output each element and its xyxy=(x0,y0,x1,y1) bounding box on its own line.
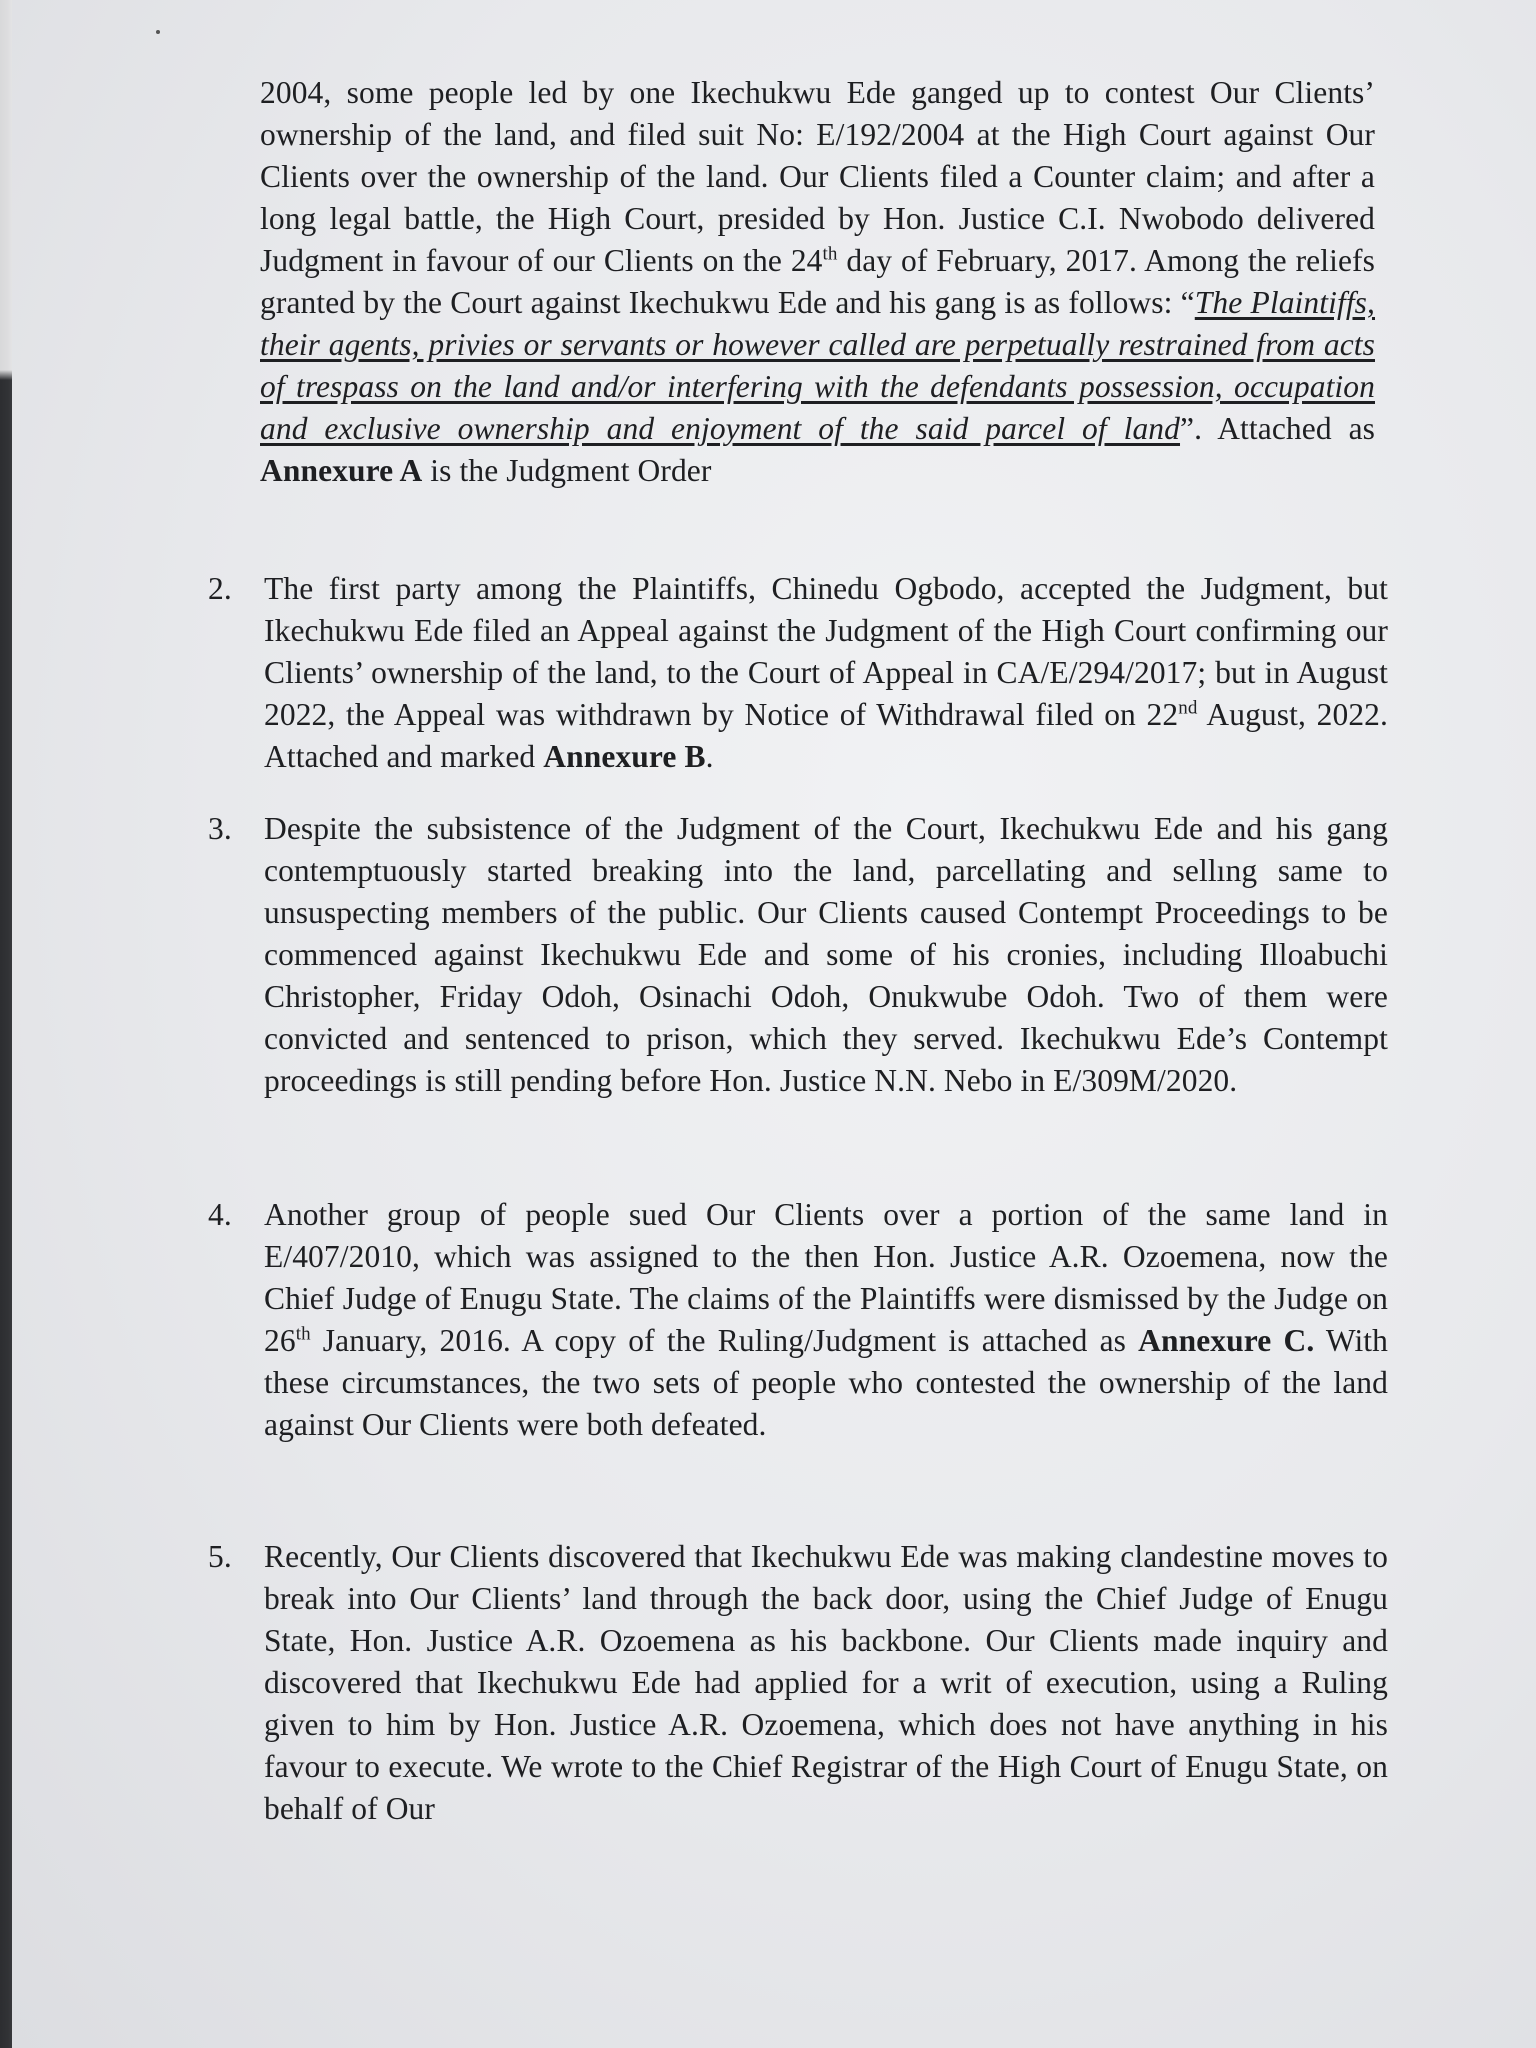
item-body xyxy=(264,808,1388,1102)
item-text-c: . xyxy=(705,739,714,774)
ordinal-suffix: th xyxy=(822,243,838,265)
intro-paragraph xyxy=(260,72,1375,492)
annexure-b-label: Annexure B xyxy=(543,739,706,774)
list-item-3 xyxy=(208,808,1388,1102)
item-number: 3. xyxy=(208,811,232,846)
item-number: 4. xyxy=(208,1197,232,1232)
list-item-2 xyxy=(208,568,1388,778)
item-text-a: Recently, Our Clients discovered that Ikechukwu Ede was making clandestine moves to break into Our Clients’ land through the back door, using the Chief Judge of Enugu State, Hon. Justice A.R. Ozoemena as his backbone. Our Clients made inquiry and discovered that Ikechukwu Ede had applied for a writ of execution, using a Ruling given to him by Hon. Justice A.R. Ozoemena, which does not have anything in his favour to execute. We wrote to the Chief Registrar of the High Court of Enugu State, on behalf of Our xyxy=(264,1539,1388,1826)
intro-text-d: is the Judgment Order xyxy=(422,453,712,488)
item-text-a: Despite the subsistence of the Judgment of the Court, Ikechukwu Ede and his gang contemptuously started breaking into the land, parcellating and sellıng same to unsuspecting members of the public. Our Clients caused Contempt Proceedings to be commenced against Ikechukwu Ede and some of his cronies, including Illoabuchi Christopher, Friday Odoh, Osinachi Odoh, Onukwube Odoh. Two of them were convicted and sentenced to prison, which they served. Ikechukwu Ede’s Contempt proceedings is still pending before Hon. Justice N.N. Nebo in E/309M/2020. xyxy=(264,811,1388,1098)
intro-text-a: 2004, some people led by one Ikechukwu Ede ganged up to contest Our Clients’ ownership of the land, and filed suit No: E/192/2004 at the High Court against Our Clients over the ownership of the land. Our Clients filed a Counter claim; and after a long legal battle, the High Court, presided by Hon. Justice C.I. Nwobodo delivered Judgment in favour of our Clients on the 24 xyxy=(260,75,1375,278)
annexure-c-label: Annexure C. xyxy=(1138,1323,1315,1358)
intro-text-b: day of February, 2017. Among the reliefs granted by the Court against Ikechukwu Ede and his gang is as follows: “ xyxy=(260,243,1375,320)
annexure-a-label: Annexure A xyxy=(260,453,423,488)
item-text-b: August, 2022. Attached and marked xyxy=(264,697,1388,774)
judgment-quote: The Plaintiffs, their agents, privies or servants or however called are perpetually restrained from acts of trespass on the land and/or interfering with the defendants possession, occupation and exclusive ownership and enjoyment of the said parcel of land xyxy=(260,285,1375,446)
item-text-c: With these circumstances, the two sets of people who contested the ownership of the land against Our Clients were both defeated. xyxy=(264,1323,1389,1442)
item-number: 2. xyxy=(208,571,232,606)
ink-speck xyxy=(156,30,160,34)
list-item-4 xyxy=(208,1194,1388,1446)
intro-text-c: ”. Attached as xyxy=(1180,411,1376,446)
item-body xyxy=(264,1536,1388,1830)
item-number: 5. xyxy=(208,1539,232,1574)
item-text-b: January, 2016. A copy of the Ruling/Judgment is attached as xyxy=(310,1323,1139,1358)
item-text-a: The first party among the Plaintiffs, Chinedu Ogbodo, accepted the Judgment, but Ikechukwu Ede filed an Appeal against the Judgment of the High Court confirming our Clients’ ownership of the land, to the Court of Appeal in CA/E/294/2017; but in August 2022, the Appeal was withdrawn by Notice of Withdrawal filed on 22 xyxy=(264,571,1388,732)
item-body xyxy=(264,568,1388,778)
item-body xyxy=(264,1194,1388,1446)
ordinal-suffix: nd xyxy=(1178,697,1198,719)
item-text-a: Another group of people sued Our Clients over a portion of the same land in E/407/2010, which was assigned to the then Hon. Justice A.R. Ozoemena, now the Chief Judge of Enugu State. The claims of the Plaintiffs were dismissed by the Judge on 26 xyxy=(264,1197,1388,1358)
list-item-5 xyxy=(208,1536,1388,1830)
ordinal-suffix: th xyxy=(295,1323,311,1345)
